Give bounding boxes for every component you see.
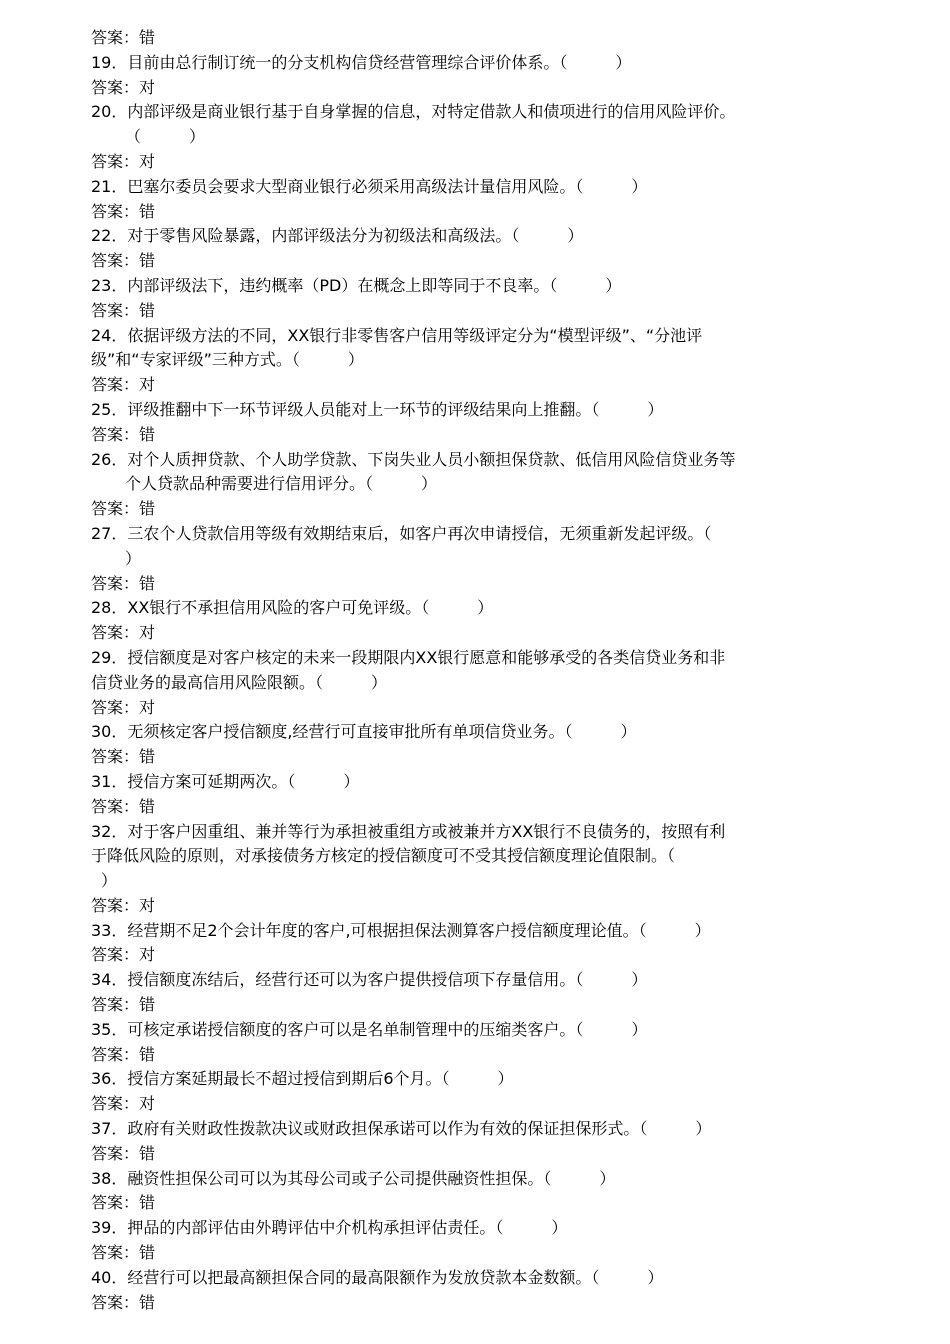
question-19: 19．目前由总行制订统一的分支机构信贷经营管理综合评价体系。（ ）: [91, 52, 632, 72]
answer-22: 答案：错: [91, 251, 156, 271]
answer-23: 答案：错: [91, 300, 156, 320]
answer-30: 答案：错: [91, 747, 156, 767]
question-33: 33．经营期不足2个会计年度的客户,可根据担保法测算客户授信额度理论值。（ ）: [91, 920, 711, 940]
answer-29: 答案：对: [91, 697, 156, 717]
answer-27: 答案：错: [91, 573, 156, 593]
question-30: 30．无须核定客户授信额度,经营行可直接审批所有单项信贷业务。（ ）: [91, 722, 637, 742]
question-22: 22．对于零售风险暴露，内部评级法分为初级法和高级法。（ ）: [91, 226, 584, 246]
question-27: 27．三农个人贷款信用等级有效期结束后，如客户再次申请授信，无须重新发起评级。（: [91, 523, 712, 543]
question-25: 25．评级推翻中下一环节评级人员能对上一环节的评级结果向上推翻。（ ）: [91, 399, 664, 419]
answer-20: 答案：对: [91, 151, 156, 171]
answer-31: 答案：错: [91, 796, 156, 816]
answer-25: 答案：错: [91, 424, 156, 444]
question-38: 38．融资性担保公司可以为其母公司或子公司提供融资性担保。（ ）: [91, 1168, 616, 1188]
question-23: 23．内部评级法下，违约概率（PD）在概念上即等同于不良率。（ ）: [91, 275, 622, 295]
question-20: 20．内部评级是商业银行基于自身掌握的信息，对特定借款人和债项进行的信用风险评价。: [91, 102, 736, 122]
answer-33: 答案：对: [91, 945, 156, 965]
answer-38: 答案：错: [91, 1193, 156, 1213]
question-26-cont: 个人贷款品种需要进行信用评分。（ ）: [125, 474, 438, 494]
question-31: 31．授信方案可延期两次。（ ）: [91, 771, 360, 791]
answer-36: 答案：对: [91, 1094, 156, 1114]
answer-28: 答案：对: [91, 623, 156, 643]
answer-18: 答案：错: [91, 28, 156, 47]
answer-21: 答案：错: [91, 201, 156, 221]
document-page: [91, 26, 863, 1315]
answer-24: 答案：对: [91, 375, 156, 395]
answer-37: 答案：错: [91, 1143, 156, 1163]
question-20-cont: （ ）: [125, 127, 206, 147]
question-32-cont2: ）: [101, 871, 118, 891]
answer-32: 答案：对: [91, 895, 156, 915]
question-28: 28．XX银行不承担信用风险的客户可免评级。（ ）: [91, 598, 494, 618]
question-39: 39．押品的内部评估由外聘评估中介机构承担评估责任。（ ）: [91, 1218, 568, 1238]
answer-40: 答案：错: [91, 1292, 156, 1312]
answer-19: 答案：对: [91, 77, 156, 97]
question-37: 37．政府有关财政性拨款决议或财政担保承诺可以作为有效的保证担保形式。（ ）: [91, 1119, 712, 1139]
question-35: 35．可核定承诺授信额度的客户可以是名单制管理中的压缩类客户。（ ）: [91, 1019, 648, 1039]
answer-35: 答案：错: [91, 1044, 156, 1064]
question-32: 32．对于客户因重组、兼并等行为承担被重组方或被兼并方XX银行不良债务的，按照有利: [91, 821, 726, 841]
question-34: 34．授信额度冻结后，经营行还可以为客户提供授信项下存量信用。（ ）: [91, 970, 648, 990]
question-29-cont: 信贷业务的最高信用风险限额。（ ）: [91, 672, 388, 692]
question-32-cont: 于降低风险的原则，对承接债务方核定的授信额度可不受其授信额度理论值限制。（: [91, 846, 676, 866]
answer-39: 答案：错: [91, 1243, 156, 1263]
question-26: 26．对个人质押贷款、个人助学贷款、下岗失业人员小额担保贷款、低信用风险信贷业务等: [91, 449, 736, 469]
question-24: 24．依据评级方法的不同，XX银行非零售客户信用等级评定分为“模型评级”、“分池评: [91, 325, 703, 345]
question-27-cont: ）: [125, 548, 142, 568]
question-36: 36．授信方案延期最长不超过授信到期后6个月。（ ）: [91, 1069, 514, 1089]
question-40: 40．经营行可以把最高额担保合同的最高限额作为发放贷款本金数额。（ ）: [91, 1267, 664, 1287]
question-21: 21．巴塞尔委员会要求大型商业银行必须采用高级法计量信用风险。（ ）: [91, 176, 648, 196]
question-29: 29．授信额度是对客户核定的未来一段期限内XX银行愿意和能够承受的各类信贷业务和非: [91, 647, 726, 667]
question-24-cont: 级”和“专家评级”三种方式。（ ）: [91, 350, 364, 370]
answer-34: 答案：错: [91, 995, 156, 1015]
answer-26: 答案：错: [91, 499, 156, 519]
